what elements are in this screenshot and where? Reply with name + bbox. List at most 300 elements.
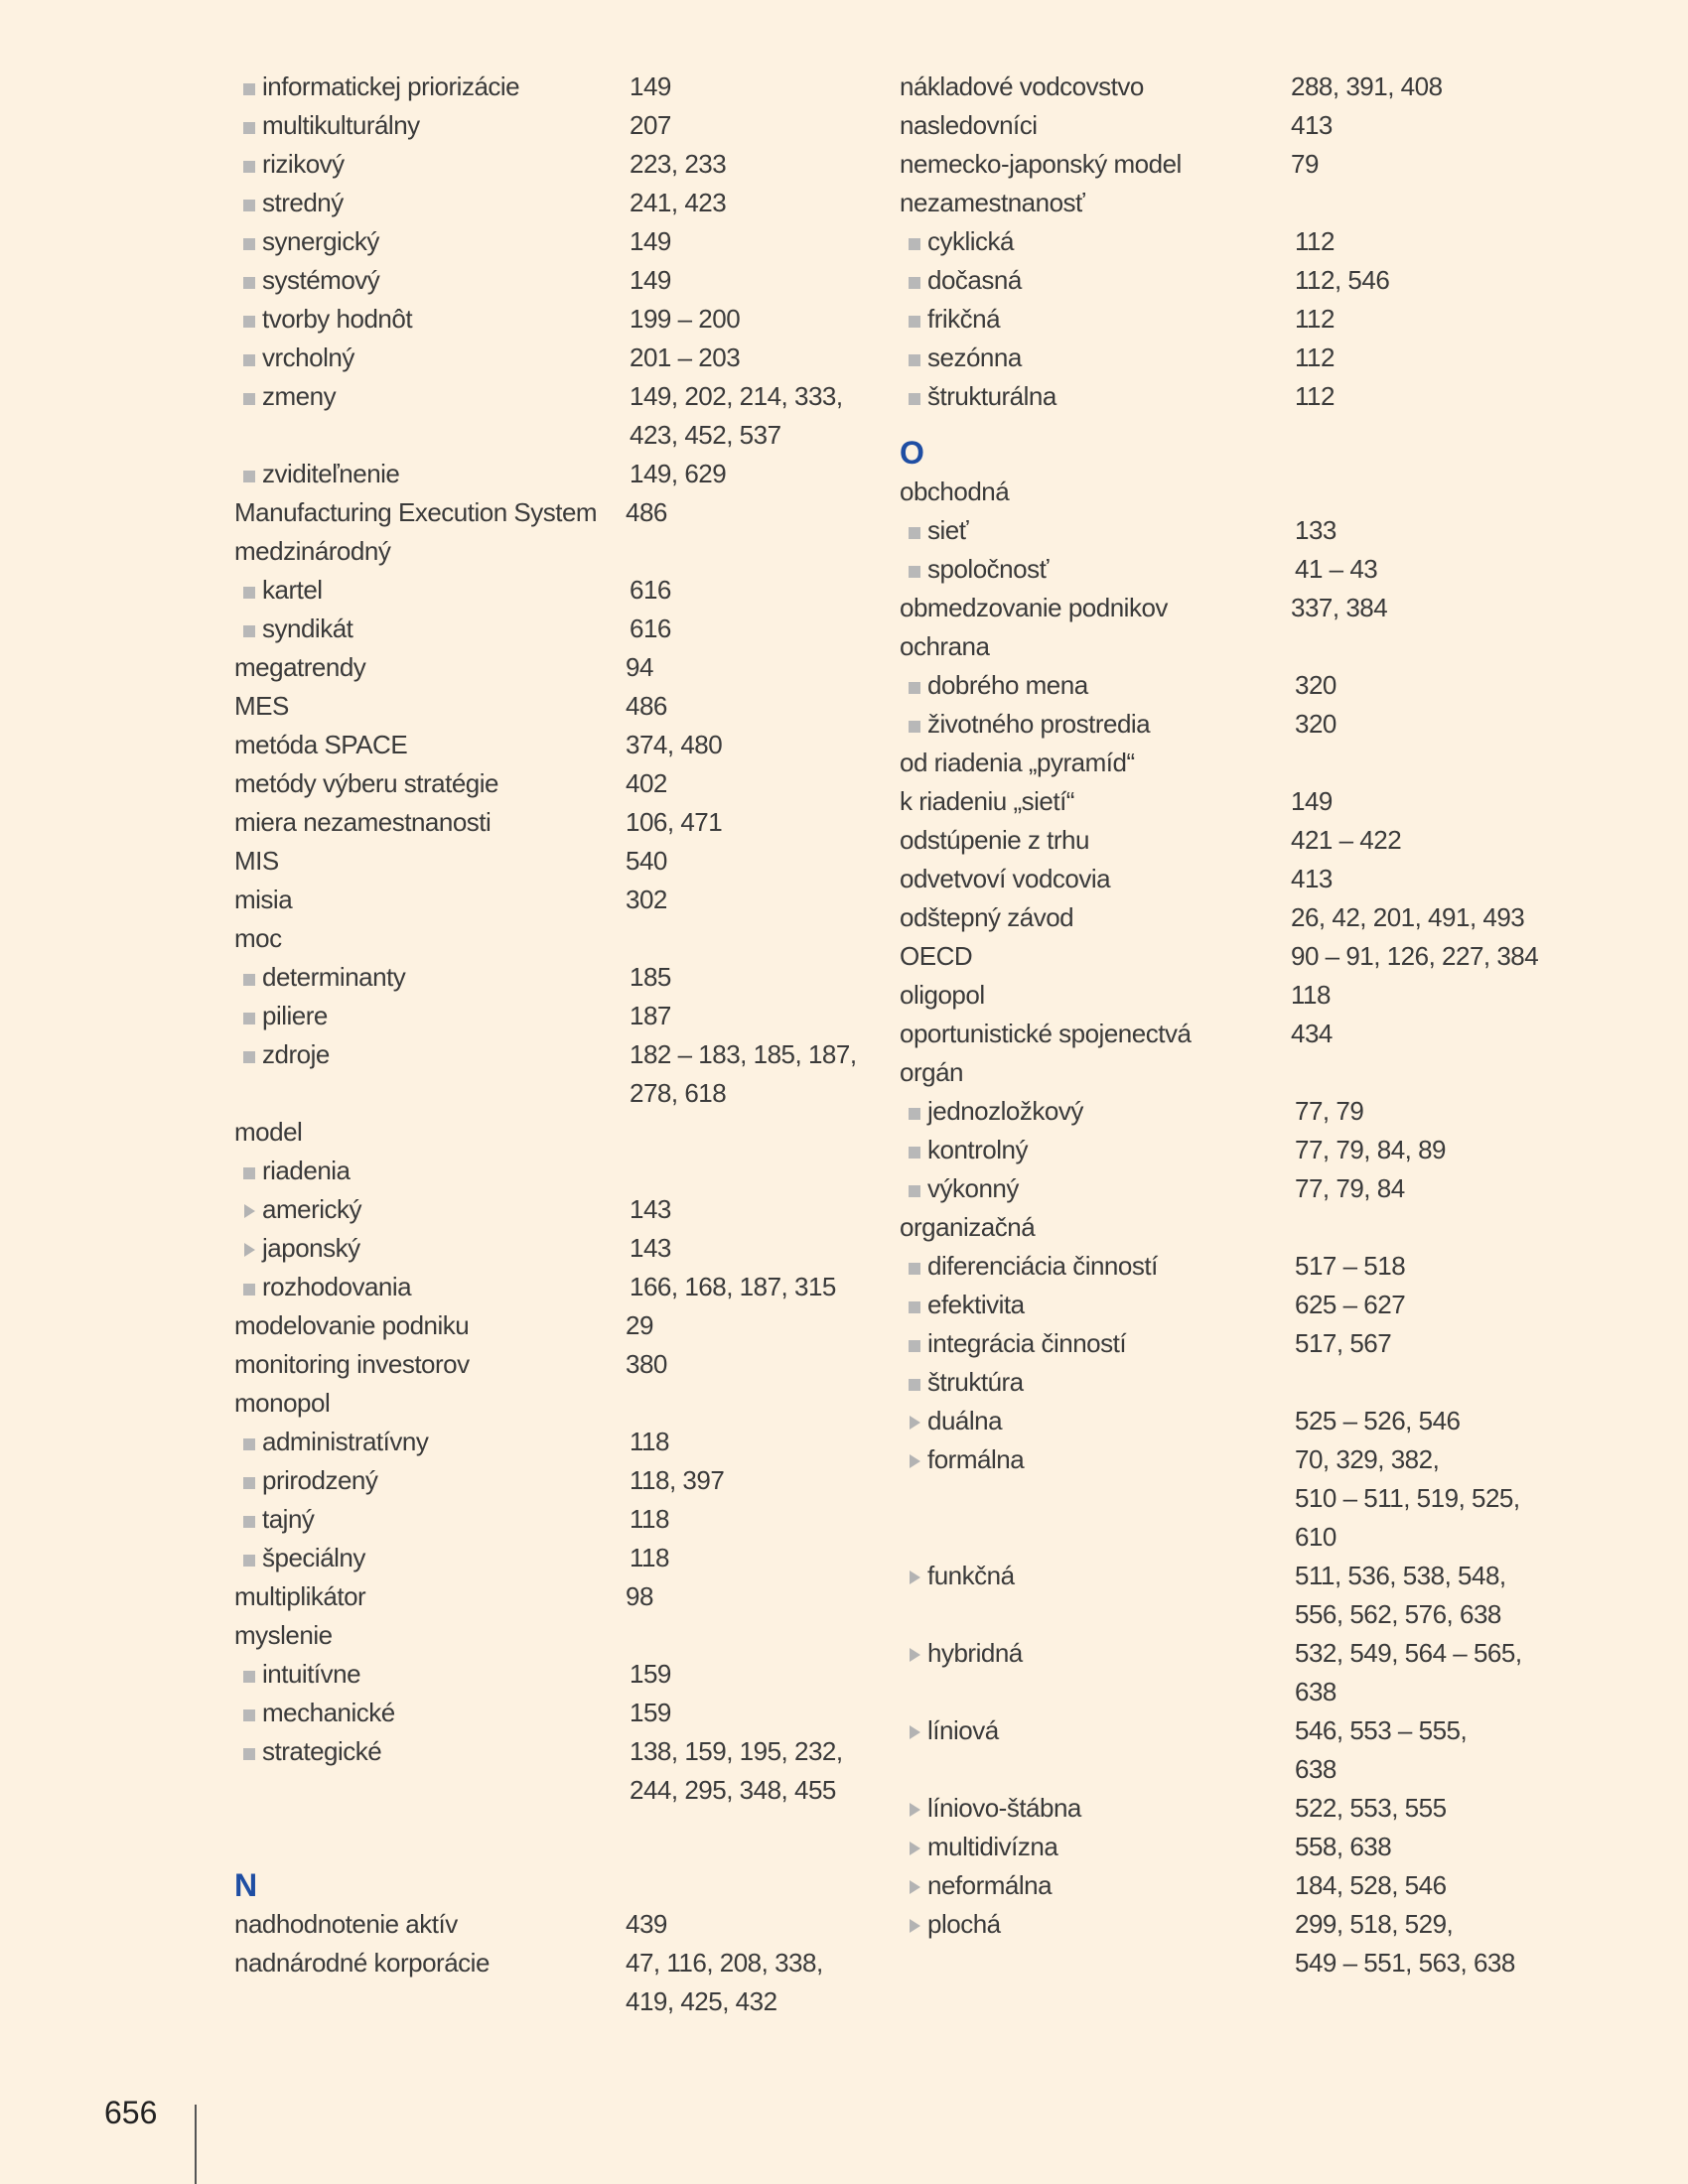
bullet-square-icon	[238, 1152, 262, 1190]
bullet-square-icon	[904, 1169, 927, 1208]
index-entry	[234, 803, 870, 842]
index-term-label: Manufacturing Execution System	[234, 497, 598, 527]
index-entry	[234, 493, 870, 532]
index-entry	[234, 455, 870, 493]
index-page-refs: 133	[1295, 515, 1336, 545]
index-term-label: špeciálny	[262, 1543, 365, 1572]
bullet-square-icon	[238, 68, 262, 106]
section-letter: N	[234, 1867, 258, 1903]
index-term-label: multiplikátor	[234, 1581, 366, 1611]
index-term-label: odvetvoví vodcovia	[900, 864, 1111, 893]
index-term-label: nadhodnotenie aktív	[234, 1909, 458, 1939]
index-term	[234, 1694, 630, 1732]
index-term	[900, 1440, 1295, 1479]
index-term-label: štruktúra	[927, 1367, 1024, 1397]
index-term	[234, 1732, 630, 1771]
bullet-square-icon	[904, 666, 927, 705]
index-entry	[234, 261, 870, 300]
index-term-label: plochá	[927, 1909, 1001, 1939]
index-entry	[900, 860, 1595, 898]
index-term-label: k riadeniu „sietí“	[900, 786, 1074, 816]
index-entry	[900, 666, 1595, 705]
index-entry	[234, 1384, 870, 1423]
index-page-refs: 616	[630, 614, 671, 643]
index-term-label: jednozložkový	[927, 1096, 1083, 1126]
index-term	[900, 898, 1291, 937]
index-entry	[900, 1324, 1595, 1363]
index-page-refs: 143	[630, 1194, 671, 1224]
index-term-label: modelovanie podniku	[234, 1310, 470, 1340]
index-entry	[900, 1711, 1595, 1789]
index-term-label: riadenia	[262, 1156, 351, 1185]
index-term	[234, 493, 626, 532]
index-term-label: ochrana	[900, 631, 990, 661]
index-term-label: výkonný	[927, 1173, 1019, 1203]
index-page-refs: 94	[626, 652, 653, 682]
bullet-square-icon	[904, 1131, 927, 1169]
index-entry	[900, 222, 1595, 261]
bullet-triangle-icon	[904, 1711, 927, 1750]
index-entry	[900, 589, 1595, 627]
index-entry	[234, 68, 870, 106]
index-entry	[900, 1402, 1595, 1440]
bullet-square-icon	[904, 222, 927, 261]
index-page-refs: 380	[626, 1349, 667, 1379]
bullet-square-icon	[238, 997, 262, 1035]
index-term-label: líniová	[927, 1715, 999, 1745]
bullet-square-icon	[904, 1092, 927, 1131]
index-page-refs: 26, 42, 201, 491, 493	[1291, 902, 1525, 932]
index-entry	[234, 1944, 870, 2021]
index-term	[900, 473, 1291, 511]
index-entry	[900, 550, 1595, 589]
index-term	[234, 958, 630, 997]
index-term-label: stredný	[262, 188, 344, 217]
bullet-triangle-icon	[238, 1229, 262, 1268]
index-entry	[234, 1539, 870, 1577]
index-entry	[900, 1169, 1595, 1208]
index-page-refs: 558, 638	[1295, 1832, 1392, 1861]
index-term-label: megatrendy	[234, 652, 366, 682]
index-term-label: systémový	[262, 265, 380, 295]
index-entry	[234, 1268, 870, 1306]
index-entry	[900, 1440, 1595, 1557]
index-term	[900, 145, 1291, 184]
index-term-label: metódy výberu stratégie	[234, 768, 498, 798]
index-page-refs: 517, 567	[1295, 1328, 1392, 1358]
bullet-square-icon	[238, 377, 262, 416]
index-term	[900, 1905, 1295, 1944]
index-term	[900, 976, 1291, 1015]
index-term	[234, 881, 626, 919]
index-page-refs: 138, 159, 195, 232, 244, 295, 348, 455	[630, 1736, 843, 1805]
index-term	[234, 1944, 626, 1982]
index-entry	[234, 532, 870, 571]
bullet-square-icon	[904, 1324, 927, 1363]
index-entry	[234, 571, 870, 610]
index-term-label: japonský	[262, 1233, 360, 1263]
index-entry	[234, 1423, 870, 1461]
index-term	[900, 1286, 1295, 1324]
index-page-refs: 184, 528, 546	[1295, 1870, 1447, 1900]
bullet-triangle-icon	[904, 1828, 927, 1866]
index-entry	[234, 958, 870, 997]
index-page-refs: 112	[1295, 381, 1335, 411]
index-entry	[234, 1577, 870, 1616]
index-page-refs: 112	[1295, 226, 1335, 256]
index-page-refs: 185	[630, 962, 671, 992]
index-term	[234, 1616, 626, 1655]
index-page-refs: 320	[1295, 709, 1336, 739]
index-page-refs: 118, 397	[630, 1465, 725, 1495]
index-term-label: informatickej priorizácie	[262, 71, 520, 101]
index-page-refs: 118	[630, 1427, 669, 1456]
index-page-refs: 517 – 518	[1295, 1251, 1406, 1281]
index-term	[234, 610, 630, 648]
index-entry	[900, 627, 1595, 666]
index-term-label: vrcholný	[262, 342, 354, 372]
index-term	[234, 184, 630, 222]
index-term-label: zviditeľnenie	[262, 459, 400, 488]
index-page-refs: 77, 79	[1295, 1096, 1364, 1126]
index-term	[234, 1655, 630, 1694]
index-page-refs: 199 – 200	[630, 304, 741, 334]
index-term-label: multidivízna	[927, 1832, 1058, 1861]
index-entry	[900, 377, 1595, 416]
index-entry	[234, 919, 870, 958]
index-term-label: kontrolný	[927, 1135, 1028, 1164]
index-entry	[900, 339, 1595, 377]
bullet-square-icon	[904, 1363, 927, 1402]
index-term-label: hybridná	[927, 1638, 1023, 1668]
index-term-label: nemecko-japonský model	[900, 149, 1182, 179]
index-page-refs: 486	[626, 497, 667, 527]
index-page-refs: 149	[630, 226, 671, 256]
index-term	[900, 1131, 1295, 1169]
index-term	[900, 511, 1295, 550]
index-term-label: intuitívne	[262, 1659, 361, 1689]
index-term	[234, 1577, 626, 1616]
index-entry	[234, 1035, 870, 1113]
bullet-square-icon	[238, 222, 262, 261]
index-entry	[900, 184, 1595, 222]
index-term-label: odštepný závod	[900, 902, 1074, 932]
index-term-label: americký	[262, 1194, 362, 1224]
index-page-refs: 159	[630, 1698, 671, 1727]
index-page-refs: 70, 329, 382, 510 – 511, 519, 525, 610	[1295, 1444, 1520, 1552]
index-term-label: frikčná	[927, 304, 1001, 334]
index-term	[234, 1539, 630, 1577]
index-entry	[234, 1616, 870, 1655]
index-entry	[900, 1905, 1595, 1982]
index-term	[900, 627, 1291, 666]
index-term	[234, 997, 630, 1035]
index-entry	[900, 1286, 1595, 1324]
index-term-label: miera nezamestnanosti	[234, 807, 492, 837]
index-term	[900, 860, 1291, 898]
index-entry	[900, 1208, 1595, 1247]
index-term	[900, 68, 1291, 106]
bullet-square-icon	[238, 106, 262, 145]
index-term	[234, 106, 630, 145]
bullet-square-icon	[904, 1286, 927, 1324]
bullet-square-icon	[904, 705, 927, 744]
index-entry	[234, 1345, 870, 1384]
index-page-refs: 337, 384	[1291, 593, 1388, 622]
index-term	[900, 1634, 1295, 1673]
index-term-label: zmeny	[262, 381, 337, 411]
index-page-refs: 616	[630, 575, 671, 605]
index-term-label: životného prostredia	[927, 709, 1151, 739]
index-term	[900, 1789, 1295, 1828]
bullet-triangle-icon	[904, 1866, 927, 1905]
index-term	[900, 377, 1295, 416]
index-entry	[234, 764, 870, 803]
index-term-label: nasledovníci	[900, 110, 1038, 140]
index-term-label: obchodná	[900, 477, 1010, 506]
index-entry	[234, 184, 870, 222]
index-entry	[900, 1634, 1595, 1711]
index-term	[234, 1423, 630, 1461]
index-term-label: dočasná	[927, 265, 1022, 295]
index-page-refs: 525 – 526, 546	[1295, 1406, 1461, 1435]
index-term-label: efektivita	[927, 1290, 1025, 1319]
index-entry	[234, 726, 870, 764]
index-term	[234, 377, 630, 416]
bullet-triangle-icon	[904, 1905, 927, 1944]
index-term-label: neformálna	[927, 1870, 1053, 1900]
index-term-label: oligopol	[900, 980, 985, 1010]
index-term	[900, 1053, 1291, 1092]
bullet-square-icon	[238, 1461, 262, 1500]
index-term-label: metóda SPACE	[234, 730, 408, 759]
index-page-refs: 540	[626, 846, 667, 876]
index-term-label: piliere	[262, 1001, 328, 1030]
index-term	[234, 455, 630, 493]
index-entry	[900, 1789, 1595, 1828]
index-entry	[900, 1866, 1595, 1905]
index-page-refs: 77, 79, 84, 89	[1295, 1135, 1447, 1164]
index-entry	[234, 377, 870, 455]
index-term	[900, 339, 1295, 377]
index-page-refs: 149	[1291, 786, 1333, 816]
index-entry	[234, 1500, 870, 1539]
index-term	[234, 1500, 630, 1539]
index-term-label: monitoring investorov	[234, 1349, 470, 1379]
index-term	[234, 1306, 626, 1345]
index-term-label: misia	[234, 885, 293, 914]
bullet-square-icon	[904, 377, 927, 416]
index-page-refs: 288, 391, 408	[1291, 71, 1443, 101]
index-entry	[234, 997, 870, 1035]
index-term	[234, 68, 630, 106]
index-entry	[234, 1306, 870, 1345]
index-term-label: myslenie	[234, 1620, 333, 1650]
index-term-label: MES	[234, 691, 289, 721]
index-page-refs: 182 – 183, 185, 187, 278, 618	[630, 1039, 857, 1108]
index-term-label: štrukturálna	[927, 381, 1056, 411]
index-term	[900, 106, 1291, 145]
index-entry	[900, 473, 1595, 511]
bullet-square-icon	[238, 300, 262, 339]
index-entry	[900, 1053, 1595, 1092]
index-entry	[234, 648, 870, 687]
index-entry	[234, 842, 870, 881]
bullet-square-icon	[238, 1423, 262, 1461]
index-page-refs: 207	[630, 110, 671, 140]
index-page-refs: 374, 480	[626, 730, 723, 759]
index-page-refs: 90 – 91, 126, 227, 384	[1291, 941, 1539, 971]
index-page-refs: 166, 168, 187, 315	[630, 1272, 836, 1301]
index-page-refs: 77, 79, 84	[1295, 1173, 1405, 1203]
index-entry	[234, 339, 870, 377]
index-term	[900, 1363, 1295, 1402]
bullet-square-icon	[238, 1655, 262, 1694]
index-term	[900, 1866, 1295, 1905]
index-term	[234, 919, 626, 958]
index-page-refs: 98	[626, 1581, 653, 1611]
index-term	[234, 1152, 630, 1190]
bullet-square-icon	[238, 1694, 262, 1732]
index-page-refs: 486	[626, 691, 667, 721]
index-term-label: multikulturálny	[262, 110, 420, 140]
index-term	[900, 222, 1295, 261]
index-term	[234, 1035, 630, 1074]
bullet-square-icon	[238, 261, 262, 300]
index-entry	[234, 106, 870, 145]
index-term-label: prirodzený	[262, 1465, 378, 1495]
bullet-triangle-icon	[904, 1789, 927, 1828]
index-entry	[900, 68, 1595, 106]
index-term	[234, 1268, 630, 1306]
index-page-refs: 112	[1295, 304, 1335, 334]
index-page-refs: 546, 553 – 555, 638	[1295, 1715, 1468, 1784]
index-entry	[900, 1828, 1595, 1866]
index-term-label: obmedzovanie podnikov	[900, 593, 1168, 622]
index-term	[234, 1113, 626, 1152]
index-term-label: tvorby hodnôt	[262, 304, 413, 334]
index-entry	[900, 937, 1595, 976]
index-page-refs: 302	[626, 885, 667, 914]
index-term	[900, 1092, 1295, 1131]
index-term-label: administratívny	[262, 1427, 429, 1456]
index-term	[900, 666, 1295, 705]
bullet-triangle-icon	[238, 1190, 262, 1229]
index-page-refs: 187	[630, 1001, 671, 1030]
index-page-refs: 47, 116, 208, 338, 419, 425, 432	[626, 1948, 823, 2016]
index-entry	[900, 511, 1595, 550]
index-term-label: formálna	[927, 1444, 1025, 1474]
bullet-square-icon	[238, 610, 262, 648]
index-page-refs: 201 – 203	[630, 342, 741, 372]
index-page-refs: 320	[1295, 670, 1336, 700]
index-term	[234, 571, 630, 610]
index-entry	[900, 106, 1595, 145]
bullet-square-icon	[238, 1268, 262, 1306]
bullet-square-icon	[904, 300, 927, 339]
index-page-refs: 118	[630, 1543, 669, 1572]
index-page-refs: 112, 546	[1295, 265, 1390, 295]
index-term-label: sieť	[927, 515, 968, 545]
index-page-refs: 522, 553, 555	[1295, 1793, 1447, 1823]
index-term-label: cyklická	[927, 226, 1015, 256]
index-page-refs: 112	[1295, 342, 1335, 372]
index-term	[900, 1828, 1295, 1866]
index-page-refs: 118	[1291, 980, 1331, 1010]
index-page-refs: 532, 549, 564 – 565, 638	[1295, 1638, 1522, 1706]
index-page-refs: 149	[630, 71, 671, 101]
index-term-label: sezónna	[927, 342, 1022, 372]
index-term	[900, 300, 1295, 339]
index-entry	[234, 1694, 870, 1732]
index-entry	[234, 1905, 870, 1944]
index-entry	[900, 782, 1595, 821]
page-number: 656	[104, 2095, 158, 2130]
index-page-refs: 106, 471	[626, 807, 723, 837]
index-term	[234, 222, 630, 261]
index-term-label: medzinárodný	[234, 536, 391, 566]
index-entry	[234, 1732, 870, 1810]
index-term-label: determinanty	[262, 962, 406, 992]
index-entry	[900, 976, 1595, 1015]
index-entry	[234, 145, 870, 184]
index-entry	[900, 261, 1595, 300]
index-entry	[900, 821, 1595, 860]
index-page-refs: 421 – 422	[1291, 825, 1402, 855]
index-term-label: od riadenia „pyramíd“	[900, 748, 1135, 777]
index-page-refs: 413	[1291, 110, 1333, 140]
index-term-label: zdroje	[262, 1039, 330, 1069]
index-term-label: syndikát	[262, 614, 353, 643]
index-entry	[234, 300, 870, 339]
index-page-refs: 149	[630, 265, 671, 295]
index-term	[234, 764, 626, 803]
index-term-label: nadnárodné korporácie	[234, 1948, 490, 1978]
index-term-label: tajný	[262, 1504, 315, 1534]
index-term-label: diferenciácia činností	[927, 1251, 1158, 1281]
index-term	[234, 687, 626, 726]
index-term	[234, 339, 630, 377]
index-term-label: odstúpenie z trhu	[900, 825, 1089, 855]
index-entry	[234, 687, 870, 726]
index-column-right	[900, 68, 1595, 1982]
index-term	[900, 1324, 1295, 1363]
index-page-refs: 159	[630, 1659, 671, 1689]
index-term-label: nákladové vodcovstvo	[900, 71, 1144, 101]
index-page-refs: 143	[630, 1233, 671, 1263]
bullet-square-icon	[238, 184, 262, 222]
bullet-square-icon	[904, 339, 927, 377]
index-term-label: oportunistické spojenectvá	[900, 1019, 1192, 1048]
index-term	[900, 744, 1291, 782]
index-term-label: OECD	[900, 941, 973, 971]
index-term	[234, 300, 630, 339]
index-entry	[900, 1092, 1595, 1131]
index-term-label: moc	[234, 923, 282, 953]
index-term	[900, 1711, 1295, 1750]
index-term-label: mechanické	[262, 1698, 395, 1727]
index-term-label: rizikový	[262, 149, 345, 179]
index-page-refs: 149, 629	[630, 459, 727, 488]
index-page-refs: 118	[630, 1504, 669, 1534]
bullet-square-icon	[238, 1035, 262, 1074]
section-gap	[234, 1810, 870, 1848]
index-page-refs: 413	[1291, 864, 1333, 893]
index-entry	[234, 1113, 870, 1152]
index-term	[234, 1384, 626, 1423]
index-term-label: integrácia činností	[927, 1328, 1127, 1358]
index-entry	[234, 1152, 870, 1190]
